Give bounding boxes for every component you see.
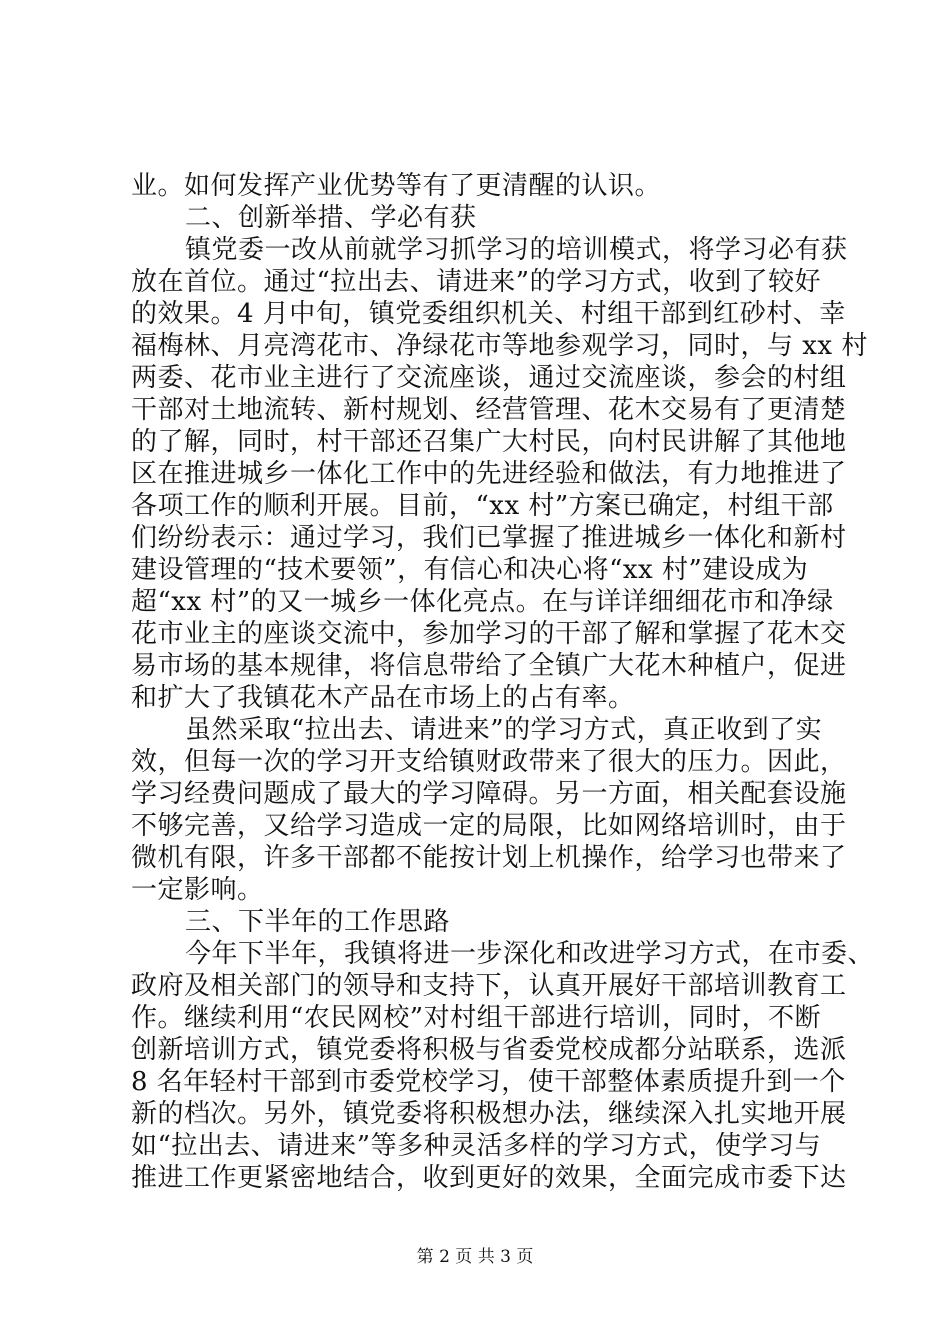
text-line: 福梅林、月亮湾花市、净绿花市等地参观学习，同时，与 xx 村 xyxy=(131,331,868,361)
text-line: 和扩大了我镇花木产品在市场上的占有率。 xyxy=(131,683,635,713)
text-line: 学习经费问题成了最大的学习障碍。另一方面，相关配套设施 xyxy=(131,779,847,809)
text-line: 易市场的基本规律，将信息带给了全镇广大花木种植户，促进 xyxy=(131,651,847,681)
text-line: 超“xx 村”的又一城乡一体化亮点。在与详详细细花市和净绿 xyxy=(131,587,834,617)
text-line: 新的档次。另外，镇党委将积极想办法，继续深入扎实地开展 xyxy=(131,1099,847,1129)
section-heading: 三、下半年的工作思路 xyxy=(185,907,451,937)
text-line: 一定影响。 xyxy=(131,875,264,905)
text-line: 效，但每一次的学习开支给镇财政带来了很大的压力。因此， xyxy=(131,747,847,777)
text-line: 推进工作更紧密地结合，收到更好的效果，全面完成市委下达 xyxy=(131,1163,847,1193)
text-line: 政府及相关部门的领导和支持下，认真开展好干部培训教育工 xyxy=(131,971,847,1001)
text-line: 干部对土地流转、新村规划、经营管理、花木交易有了更清楚 xyxy=(131,395,847,425)
text-line: 不够完善，又给学习造成一定的局限，比如网络培训时，由于 xyxy=(131,811,847,841)
text-line: 建设管理的“技术要领”，有信心和决心将“xx 村”建设成为 xyxy=(131,555,809,585)
text-line: 8 名年轻村干部到市委党校学习，使干部整体素质提升到一个 xyxy=(131,1067,846,1097)
text-line: 如“拉出去、请进来”等多种灵活多样的学习方式，使学习与 xyxy=(131,1131,822,1161)
text-line: 今年下半年，我镇将进一步深化和改进学习方式，在市委、 xyxy=(185,939,875,969)
text-line: 作。继续利用“农民网校”对村组干部进行培训，同时，不断 xyxy=(131,1003,822,1033)
text-line: 区在推进城乡一体化工作中的先进经验和做法，有力地推进了 xyxy=(131,459,847,489)
section-heading: 二、创新举措、学必有获 xyxy=(185,203,477,233)
text-line: 们纷纷表示：通过学习，我们已掌握了推进城乡一体化和新村 xyxy=(131,523,847,553)
text-line: 两委、花市业主进行了交流座谈，通过交流座谈，参会的村组 xyxy=(131,363,847,393)
text-line: 创新培训方式，镇党委将积极与省委党校成都分站联系，选派 xyxy=(131,1035,847,1065)
text-line: 花市业主的座谈交流中，参加学习的干部了解和掌握了花木交 xyxy=(131,619,847,649)
text-line: 的效果。4 月中旬，镇党委组织机关、村组干部到红砂村、幸 xyxy=(131,299,846,329)
text-line: 微机有限，许多干部都不能按计划上机操作，给学习也带来了 xyxy=(131,843,847,873)
text-line: 虽然采取“拉出去、请进来”的学习方式，真正收到了实 xyxy=(185,715,823,745)
text-line: 镇党委一改从前就学习抓学习的培训模式，将学习必有获 xyxy=(185,235,848,265)
text-line: 放在首位。通过“拉出去、请进来”的学习方式，收到了较好 xyxy=(131,267,822,297)
text-line: 各项工作的顺利开展。目前，“xx 村”方案已确定，村组干部 xyxy=(131,491,834,521)
text-line: 的了解，同时，村干部还召集广大村民，向村民讲解了其他地 xyxy=(131,427,847,457)
text-line: 业。如何发挥产业优势等有了更清醒的认识。 xyxy=(131,171,662,201)
page-number-footer: 第 2 页 共 3 页 xyxy=(416,1247,534,1267)
